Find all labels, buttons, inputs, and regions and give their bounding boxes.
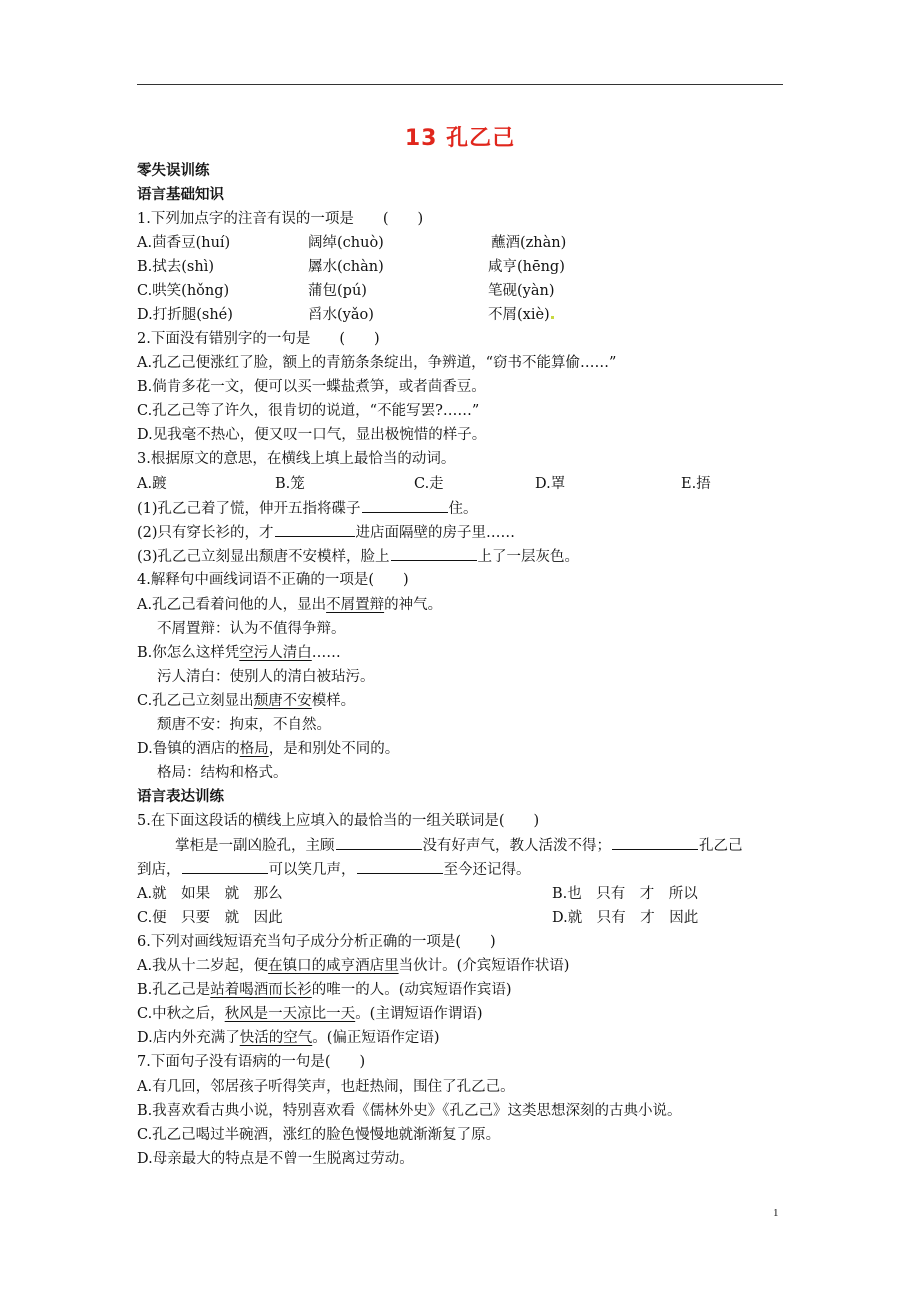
question-stem: 6.下列对画线短语充当句子成分分析正确的一项是( ) [137, 934, 496, 950]
fill-blank[interactable] [275, 521, 355, 537]
option: A.孔乙己看着问他的人，显出不屑置辩的神气。 [137, 597, 443, 613]
section-heading: 语言基础知识 [137, 187, 224, 203]
explanation: 不屑置辩：认为不值得争辩。 [157, 621, 346, 637]
option: D.见我毫不热心，便又叹一口气，显出极惋惜的样子。 [137, 427, 487, 443]
section-heading: 语言表达训练 [137, 789, 224, 805]
fill-blank[interactable] [362, 497, 448, 513]
question-stem: 5.在下面这段话的横线上应填入的最恰当的一组关联词是( ) [137, 813, 540, 829]
option: B.我喜欢看古典小说，特别喜欢看《儒林外史》《孔乙己》这类思想深刻的古典小说。 [137, 1103, 682, 1119]
option: C.孔乙己喝过半碗酒，涨红的脸色慢慢地就渐渐复了原。 [137, 1127, 501, 1143]
option: A.我从十二岁起，便在镇口的咸亨酒店里当伙计。(介宾短语作状语) [137, 958, 570, 974]
fill-blank[interactable] [612, 834, 698, 850]
highlight-mark [551, 316, 554, 319]
option: B.倘肯多花一文，便可以买一蝶盐煮笋，或者茴香豆。 [137, 379, 486, 395]
option: C.中秋之后，秋风是一天凉比一天。(主谓短语作谓语) [137, 1006, 483, 1022]
fill-blank[interactable] [391, 545, 477, 561]
option: B.孔乙己是站着喝酒而长衫的唯一的人。(动宾短语作宾语) [137, 982, 512, 998]
option: B.你怎么这样凭空污人清白…… [137, 645, 341, 661]
fill-item: (1)孔乙己着了慌，伸开五指将碟子 住。 [137, 497, 478, 520]
question-stem: 4.解释句中画线词语不正确的一项是( ) [137, 572, 409, 588]
section-heading: 零失误训练 [137, 163, 210, 179]
question-stem: 1.下列加点字的注音有误的一项是 ( ) [137, 211, 424, 227]
question-stem: 2.下面没有错别字的一句是 ( ) [137, 331, 380, 347]
fill-item: (3)孔乙己立刻显出颓唐不安模样，脸上 上了一层灰色。 [137, 545, 579, 568]
header-rule [137, 84, 783, 85]
option: C.孔乙己立刻显出颓唐不安模样。 [137, 693, 356, 709]
question-stem: 3.根据原文的意思，在横线上填上最恰当的动词。 [137, 451, 456, 467]
option: C.孔乙己等了许久，很肯切的说道，“不能写罢?……” [137, 403, 480, 419]
option: A.有几回，邻居孩子听得笑声，也赶热闹，围住了孔乙己。 [137, 1079, 515, 1095]
option: A.孔乙己便涨红了脸，额上的青筋条条绽出，争辨道，“窃书不能算偷……” [137, 355, 617, 371]
option: D.母亲最大的特点是不曾一生脱离过劳动。 [137, 1151, 414, 1167]
explanation: 颓唐不安：拘束，不自然。 [157, 717, 331, 733]
page-title: 13 孔乙己 [404, 126, 516, 151]
fill-item: (2)只有穿长衫的，才 进店面隔壁的房子里…… [137, 521, 515, 544]
question-stem: 7.下面句子没有语病的一句是( ) [137, 1054, 366, 1070]
explanation: 格局：结构和格式。 [157, 765, 288, 781]
fill-blank[interactable] [182, 858, 268, 874]
page-number: 1 [773, 1207, 779, 1219]
fill-blank[interactable] [357, 858, 443, 874]
explanation: 污人清白：使别人的清白被玷污。 [157, 669, 375, 685]
option: D.店内外充满了快活的空气。(偏正短语作定语) [137, 1030, 440, 1046]
option: D.鲁镇的酒店的格局，是和别处不同的。 [137, 741, 400, 757]
passage-line: 到店， 可以笑几声， 至今还记得。 [137, 858, 531, 881]
passage-line: 掌柜是一副凶脸孔，主顾 没有好声气，教人活泼不得； 孔乙己 [175, 834, 743, 857]
fill-blank[interactable] [336, 834, 422, 850]
